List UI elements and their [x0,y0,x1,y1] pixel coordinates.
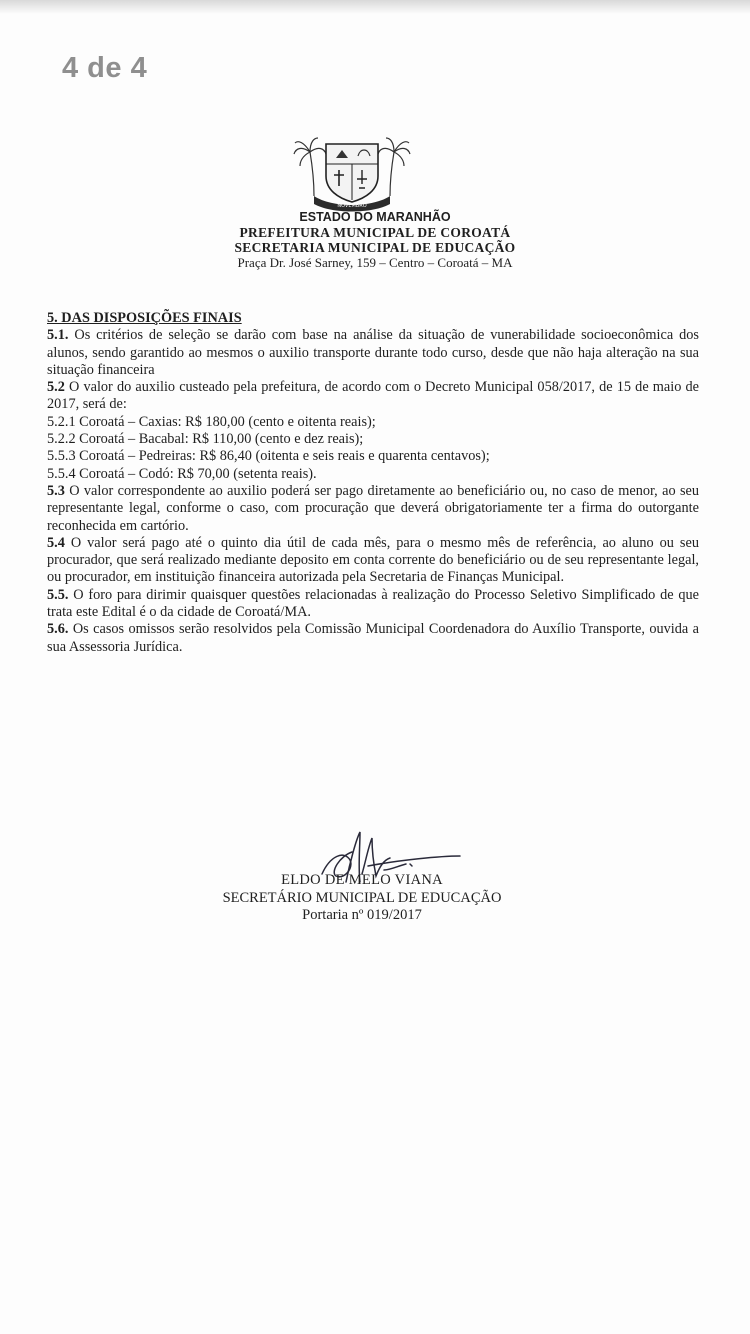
department-address: Praça Dr. José Sarney, 159 – Centro – Coroatá – MA [237,255,513,270]
page-counter: 4 de 4 [62,52,148,84]
city-hall-name: PREFEITURA MUNICIPAL DE COROATÁ [239,225,511,240]
department-name: SECRETARIA MUNICIPAL DE EDUCAÇÃO [234,240,516,255]
route-item-caxias: 5.2.1 Coroatá – Caxias: R$ 180,00 (cento e oitenta reais); [47,413,376,430]
signer-ordinance: Portaria nº 019/2017 [302,907,422,923]
route-item-codo: 5.5.4 Coroatá – Codó: R$ 70,00 (setenta reais). [47,465,317,482]
viewer-top-shadow [0,0,750,14]
final-provisions-section [47,310,699,656]
signer-block [162,872,562,925]
letterhead [140,210,610,270]
section-heading: 5. DAS DISPOSIÇÕES FINAIS [47,310,242,326]
svg-text:NOVEMBRO: NOVEMBRO [337,203,367,209]
clause-5-3: 5.3 O valor correspondente ao auxilio poderá ser pago diretamente ao beneficiário ou, no caso de menor, ao seu representante legal, conforme o caso, com procuração que deverá obrigatoriamente ter a firma do outorgante reconhecida em cartório. [47,482,699,534]
route-item-pedreiras: 5.5.3 Coroatá – Pedreiras: R$ 86,40 (oitenta e seis reais e quarenta centavos); [47,448,490,465]
clause-5-5: 5.5. O foro para dirimir quaisquer questões relacionadas à realização do Processo Seletivo Simplificado de que trata este Edital é o da cidade de Coroatá/MA. [47,586,699,621]
municipal-crest-icon [292,134,412,212]
state-name: ESTADO DO MARANHÃO [299,210,451,224]
clause-5-1: 5.1. Os critérios de seleção se darão com base na análise da situação de vunerabilidade socioeconômica dos alunos, sendo garantido ao mesmos o auxilio transporte durante todo curso, desde que não haja alteração na sua situação financeira [47,327,699,378]
clause-5-6: 5.6. Os casos omissos serão resolvidos pela Comissão Municipal Coordenadora do Auxílio Transporte, ouvida a sua Assessoria Jurídica. [47,621,699,655]
route-item-bacabal: 5.2.2 Coroatá – Bacabal: R$ 110,00 (cento e dez reais); [47,431,364,448]
signer-role: SECRETÁRIO MUNICIPAL DE EDUCAÇÃO [222,889,502,906]
signer-name: ELDO DE MELO VIANA [281,872,443,888]
clause-5-4: 5.4 O valor será pago até o quinto dia útil de cada mês, para o mesmo mês de referência, ao aluno ou seu procurador, que será realizado mediante deposito em conta corrente do beneficiário ou de seu representante legal, ou procurador, em instituição financeira autorizada pela Secretaria de Finanças Municipal. [47,534,699,586]
clause-5-2: 5.2 O valor do auxilio custeado pela prefeitura, de acordo com o Decreto Municipal 058/2017, de 15 de maio de 2017, será de: [47,379,699,413]
